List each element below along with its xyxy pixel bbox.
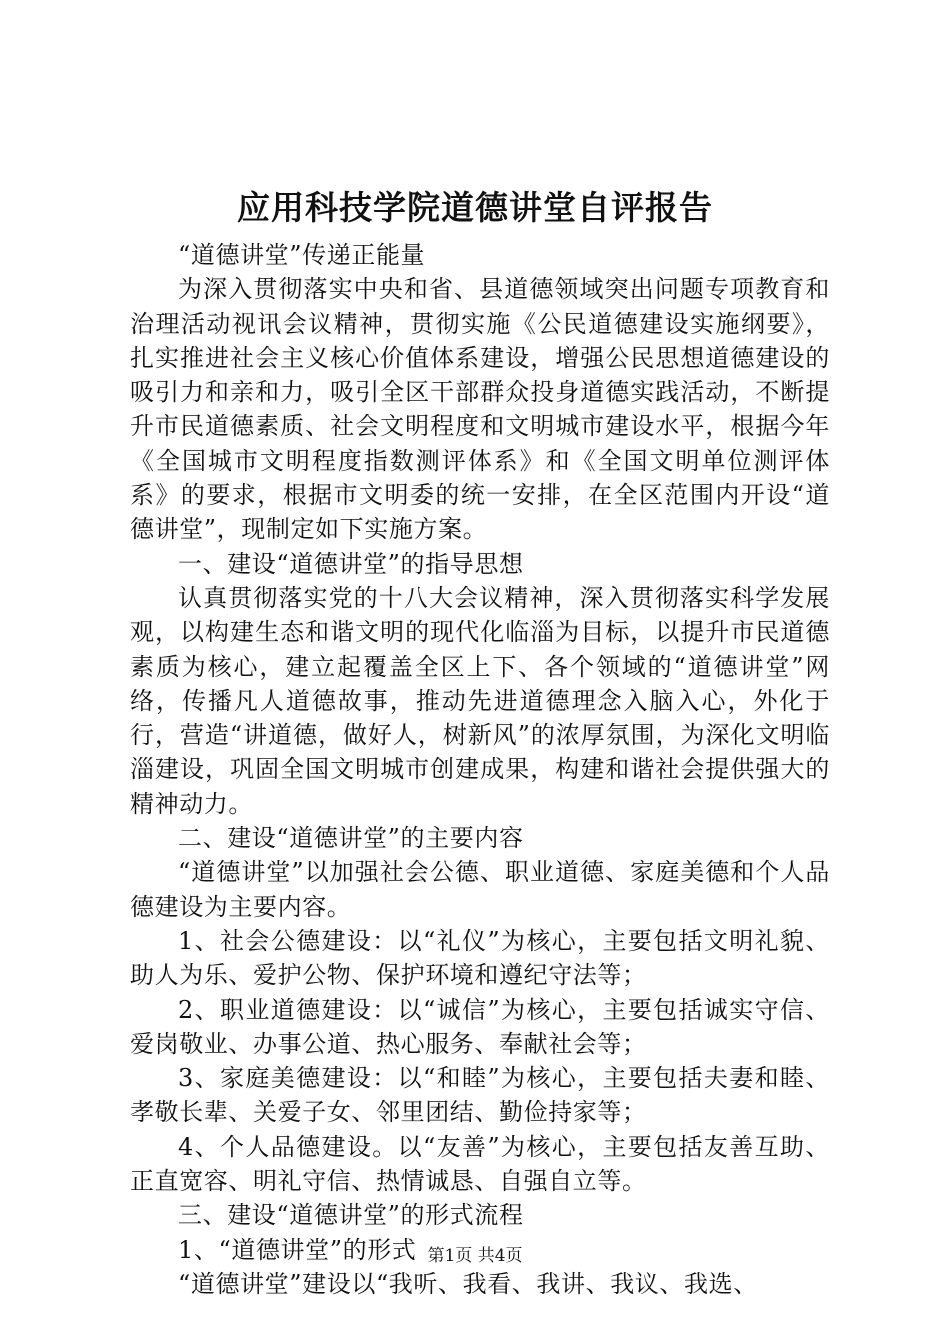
paragraph-form-description: “道德讲堂”建设以“我听、我看、我讲、我议、我选、 bbox=[178, 1269, 758, 1298]
list-item-professional-ethics: 2、职业道德建设：以“诚信”为核心，主要包括诚实守信、爱岗敬业、办事公道、热心服务、奉献社会等； bbox=[130, 995, 830, 1058]
section-heading-2: 二、建设“道德讲堂”的主要内容 bbox=[178, 824, 524, 853]
document-body bbox=[130, 238, 830, 1301]
paragraph-intro: 为深入贯彻落实中央和省、县道德领域突出问题专项教育和治理活动视讯会议精神，贯彻实施《公民道德建设实施纲要》，扎实推进社会主义核心价值体系建设，增强公民思想道德建设的吸引力和亲和力，吸引全区干部群众投身道德实践活动，不断提升市民道德素质、社会文明程度和文明城市建设水平，根据今年《全国城市文明程度指数测评体系》和《全国文明单位测评体系》的要求，根据市文明委的统一安排，在全区范围内开设“道德讲堂”，现制定如下实施方案。 bbox=[130, 275, 830, 544]
document-title: 应用科技学院道德讲堂自评报告 bbox=[237, 188, 713, 227]
list-item-family-virtue: 3、家庭美德建设：以“和睦”为核心，主要包括夫妻和睦、孝敬长辈、关爱子女、邻里团结、勤俭持家等； bbox=[130, 1064, 830, 1127]
paragraph-main-content: “道德讲堂”以加强社会公德、职业道德、家庭美德和个人品德建设为主要内容。 bbox=[130, 858, 830, 921]
paragraph-guiding-ideology: 认真贯彻落实党的十八大会议精神，深入贯彻落实科学发展观，以构建生态和谐文明的现代化临淄为目标，以提升市民道德素质为核心，建立起覆盖全区上下、各个领域的“道德讲堂”网络，传播凡人道德故事，推动先进道德理念入脑入心，外化于行，营造“讲道德，做好人，树新风”的浓厚氛围，为深化文明临淄建设，巩固全国文明城市创建成果，构建和谐社会提供强大的精神动力。 bbox=[130, 583, 830, 818]
list-item-personal-character: 4、个人品德建设。以“友善”为核心，主要包括友善互助、正直宽容、明礼守信、热情诚恳、自强自立等。 bbox=[130, 1132, 830, 1196]
section-heading-1: 一、建设“道德讲堂”的指导思想 bbox=[178, 549, 524, 578]
subsection-heading-form: 1、“道德讲堂”的形式 bbox=[178, 1235, 417, 1264]
section-heading-3: 三、建设“道德讲堂”的形式流程 bbox=[178, 1201, 524, 1230]
page-footer: 第1页 共4页 bbox=[427, 1246, 523, 1266]
list-item-social-morality: 1、社会公德建设：以“礼仪”为核心，主要包括文明礼貌、助人为乐、爱护公物、保护环境和遵纪守法等； bbox=[130, 926, 830, 990]
paragraph-subtitle: “道德讲堂”传递正能量 bbox=[178, 241, 426, 269]
